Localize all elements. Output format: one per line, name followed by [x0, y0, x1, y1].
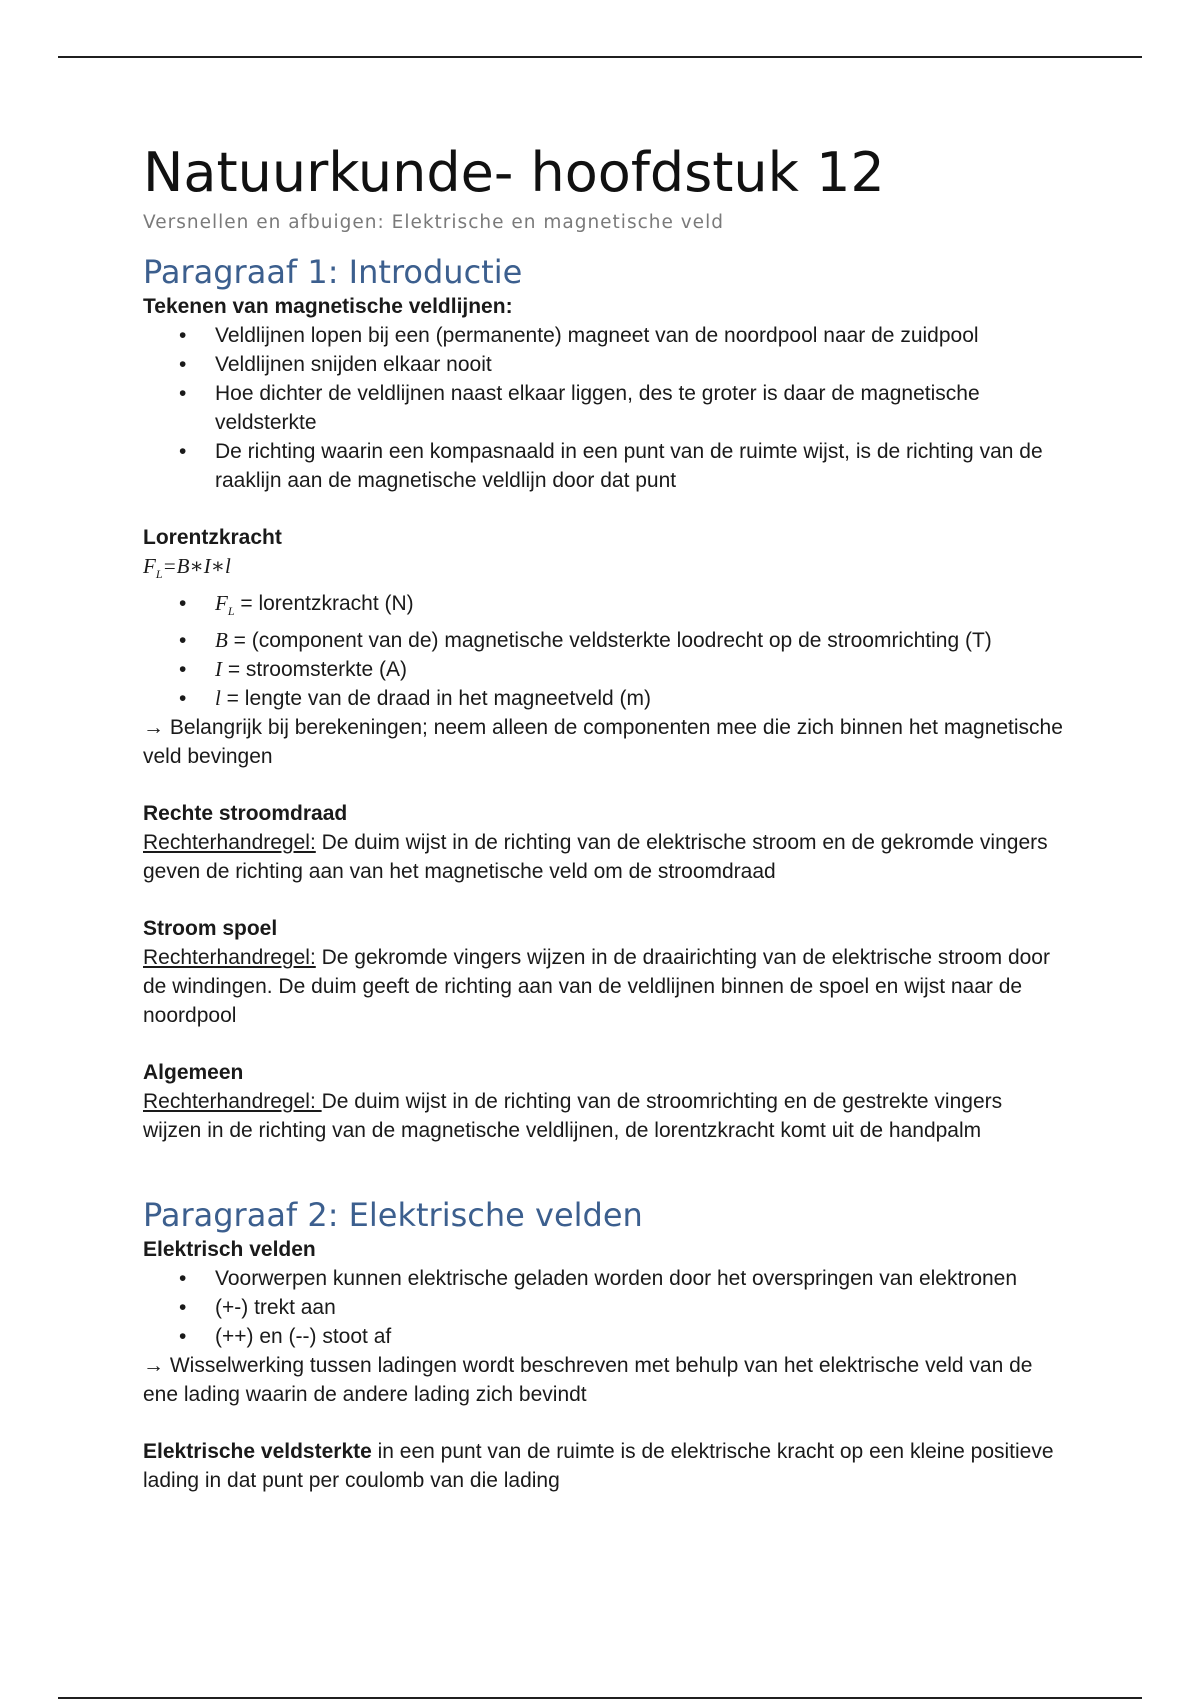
veldlijnen-heading: Tekenen van magnetische veldlijnen: [143, 295, 513, 318]
list-item: • $F_L$ = lorentzkracht (N) [215, 589, 1063, 626]
lorentz-formula: $F_L=B∗I∗l$ [143, 554, 231, 582]
stroom-spoel-heading: Stroom spoel [143, 917, 278, 941]
lorentz-variables-list [143, 589, 1063, 713]
document-subtitle: Versnellen en afbuigen: Elektrische en magnetische veld [143, 212, 724, 233]
list-item: • (+-) trekt aan [215, 1293, 1063, 1322]
stroom-spoel-text: Rechterhandregel: De gekromde vingers wijzen in de draairichting van de elektrische stroom door de windingen. De duim geeft de richting aan van de veldlijnen binnen de spoel en wijst naar de noordpool [143, 946, 1050, 1028]
algemeen-text: Rechterhandregel: De duim wijst in de richting van de stroomrichting en de gestrekte vingers wijzen in de richting van de magnetische veldlijnen, de lorentzkracht komt uit de handpalm [143, 1090, 1003, 1143]
rechte-stroomdraad-heading: Rechte stroomdraad [143, 802, 348, 826]
elektrisch-velden-list [143, 1264, 1063, 1351]
section-1-heading: Paragraaf 1: Introductie [143, 253, 523, 291]
list-item: • Hoe dichter de veldlijnen naast elkaar liggen, des te groter is daar de magnetische veldsterkte [215, 379, 1063, 437]
list-item: • Voorwerpen kunnen elektrische geladen worden door het overspringen van elektronen [215, 1264, 1063, 1293]
lorentz-note: → Belangrijk bij berekeningen; neem alleen de componenten mee die zich binnen het magnetische veld bevingen [143, 716, 1063, 769]
elektrisch-velden-heading: Elektrisch velden [143, 1238, 316, 1262]
list-item: • B = (component van de) magnetische veldsterkte loodrecht op de stroomrichting (T) [215, 626, 1063, 655]
algemeen-heading: Algemeen [143, 1061, 244, 1085]
list-item: • l = lengte van de draad in het magneetveld (m) [215, 684, 1063, 713]
top-rule [58, 56, 1142, 58]
list-item: • (++) en (--) stoot af [215, 1322, 1063, 1351]
bottom-rule [58, 1697, 1142, 1699]
elektrisch-velden-note: → Wisselwerking tussen ladingen wordt beschreven met behulp van het elektrische veld van de ene lading waarin de andere lading zich bevindt [143, 1354, 1033, 1407]
lorentz-heading: Lorentzkracht [143, 526, 282, 549]
list-item: • Veldlijnen lopen bij een (permanente) magneet van de noordpool naar de zuidpool [215, 321, 1063, 350]
list-item: • Veldlijnen snijden elkaar nooit [215, 350, 1063, 379]
list-item: • De richting waarin een kompasnaald in een punt van de ruimte wijst, is de richting van de raaklijn aan de magnetische veldlijn door dat punt [215, 437, 1063, 495]
document-page [143, 140, 1063, 1495]
list-item: • I = stroomsterkte (A) [215, 655, 1063, 684]
rechte-stroomdraad-text: Rechterhandregel: De duim wijst in de richting van de elektrische stroom en de gekromde vingers geven de richting aan van het magnetische veld om de stroomdraad [143, 831, 1048, 884]
document-title: Natuurkunde- hoofdstuk 12 [143, 141, 885, 204]
veldsterkte-definition: Elektrische veldsterkte in een punt van de ruimte is de elektrische kracht op een kleine positieve lading in dat punt per coulomb van die lading [143, 1440, 1054, 1493]
veldlijnen-list [143, 321, 1063, 495]
section-2-heading: Paragraaf 2: Elektrische velden [143, 1196, 643, 1235]
